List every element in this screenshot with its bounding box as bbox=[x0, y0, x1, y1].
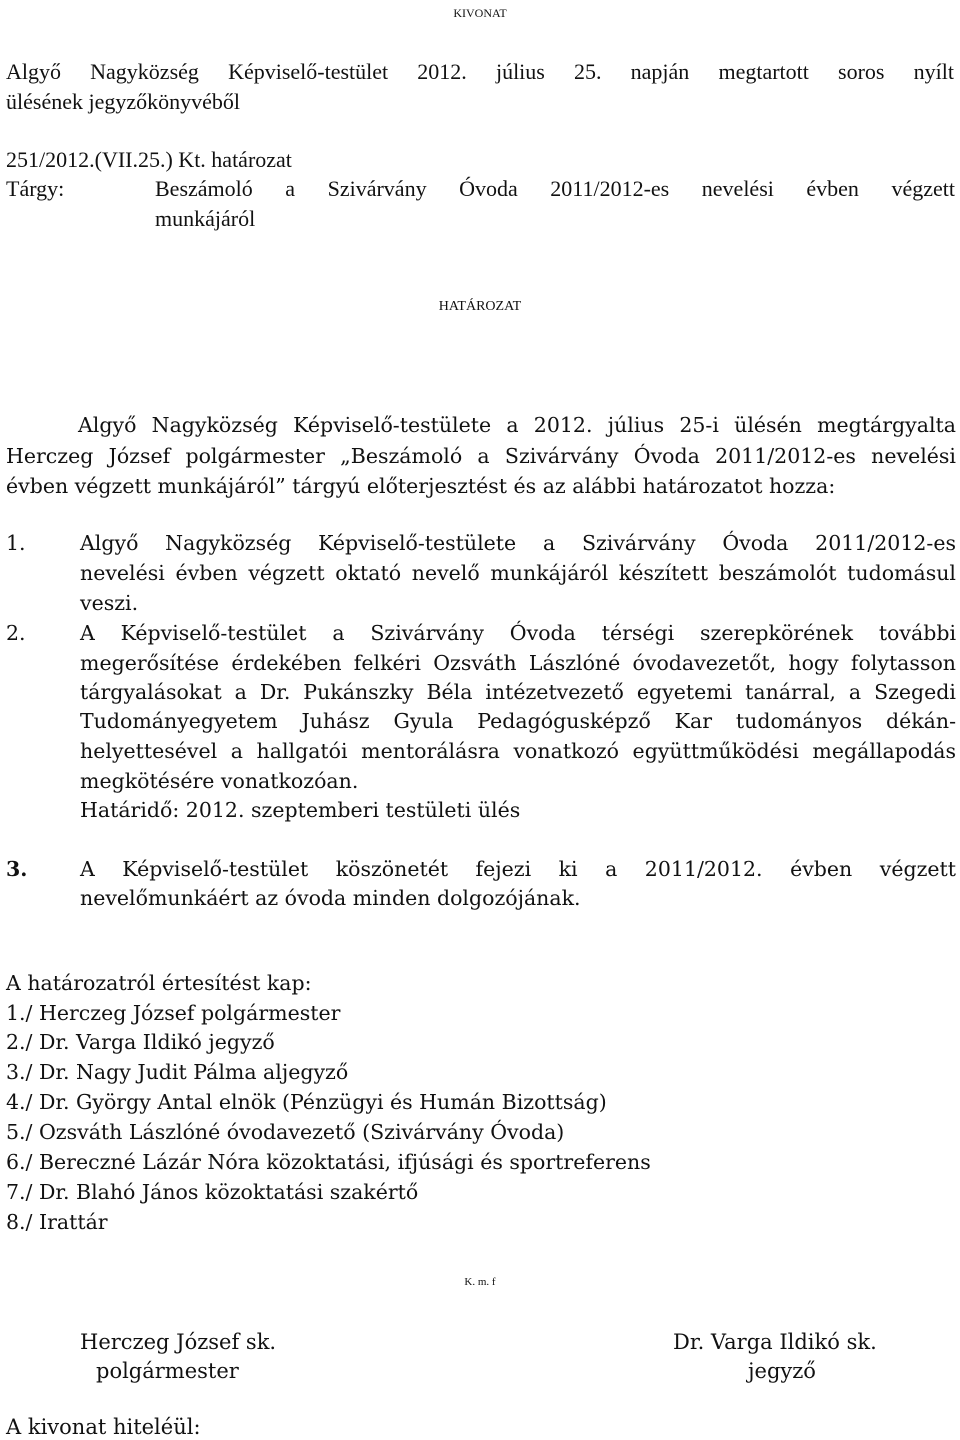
subject-line-1: Beszámoló a Szivárvány Óvoda 2011/2012-es nevelési évben végzett bbox=[155, 176, 955, 201]
intro-line-1: Algyő Nagyközség Képviselő-testület 2012. július 25. napján megtartott soros nyílt bbox=[6, 59, 954, 84]
item-2-line-1: A Képviselő-testület a Szivárvány Óvoda térségi szerepkörének további bbox=[80, 621, 956, 645]
preamble-line-3: évben végzett munkájáról” tárgyú előterjesztést és az alábbi határozatot hozza: bbox=[6, 474, 836, 498]
intro-line-2: ülésének jegyzőkönyvéből bbox=[6, 89, 240, 114]
preamble-line-1: Algyő Nagyközség Képviselő-testülete a 2012. július 25-i ülésén megtárgyalta bbox=[78, 413, 956, 437]
signature-notary-role: jegyző bbox=[748, 1359, 816, 1383]
item-2-line-2: megerősítése érdekében felkéri Ozsváth Lászlóné óvodavezetőt, hogy folytasson bbox=[80, 651, 956, 675]
item-1-line-1: Algyő Nagyközség Képviselő-testülete a Szivárvány Óvoda 2011/2012-es bbox=[80, 531, 956, 555]
resolution-number: 251/2012.(VII.25.) Kt. határozat bbox=[6, 147, 292, 172]
item-2-line-3: tárgyalásokat a Dr. Pukánszky Béla intézetvezető egyetemi tanárral, a Szegedi bbox=[80, 680, 956, 704]
signature-notary-name: Dr. Varga Ildikó sk. bbox=[673, 1330, 877, 1354]
item-3-line-1: A Képviselő-testület köszönetét fejezi ki a 2011/2012. évben végzett bbox=[80, 857, 956, 881]
item-3-number: 3. bbox=[6, 857, 28, 881]
recipient-item: 4./ Dr. György Antal elnök (Pénzügyi és Humán Bizottság) bbox=[6, 1090, 607, 1114]
resolution-title: HATÁROZAT bbox=[438, 299, 522, 314]
item-2-deadline: Határidő: 2012. szeptemberi testületi ülés bbox=[80, 798, 521, 822]
signature-mayor-role: polgármester bbox=[96, 1359, 239, 1383]
signature-mayor-name: Herczeg József sk. bbox=[80, 1330, 277, 1354]
subject-line-2: munkájáról bbox=[155, 206, 256, 231]
recipient-item: 1./ Herczeg József polgármester bbox=[6, 1001, 341, 1025]
certification-line: A kivonat hiteléül: bbox=[6, 1415, 201, 1439]
recipient-item: 6./ Bereczné Lázár Nóra közoktatási, ifjúsági és sportreferens bbox=[6, 1150, 651, 1174]
preamble-line-2: Herczeg József polgármester „Beszámoló a Szivárvány Óvoda 2011/2012-es nevelési bbox=[6, 444, 956, 468]
item-2-line-4: Tudományegyetem Juhász Gyula Pedagógusképző Kar tudományos dékán- bbox=[80, 709, 956, 733]
item-1-line-3: veszi. bbox=[80, 591, 139, 615]
item-2-line-5: helyettesével a hallgatói mentorálásra vonatkozó együttműködési megállapodás bbox=[80, 739, 956, 763]
item-2-line-6: megkötésére vonatkozóan. bbox=[80, 769, 359, 793]
kmf-mark: K. m. f bbox=[464, 1276, 496, 1288]
recipient-item: 8./ Irattár bbox=[6, 1210, 108, 1234]
document-title: KIVONAT bbox=[453, 6, 507, 20]
item-1-line-2: nevelési évben végzett oktató nevelő munkájáról készített beszámolót tudomásul bbox=[80, 561, 956, 585]
item-1-number: 1. bbox=[6, 531, 26, 555]
item-2-number: 2. bbox=[6, 621, 26, 645]
notification-title: A határozatról értesítést kap: bbox=[6, 971, 312, 995]
item-3-line-2: nevelőmunkáért az óvoda minden dolgozójának. bbox=[80, 886, 581, 910]
recipient-item: 5./ Ozsváth Lászlóné óvodavezető (Szivárvány Óvoda) bbox=[6, 1120, 565, 1144]
recipient-item: 7./ Dr. Blahó János közoktatási szakértő bbox=[6, 1180, 419, 1204]
recipient-item: 3./ Dr. Nagy Judit Pálma aljegyző bbox=[6, 1060, 349, 1084]
recipient-item: 2./ Dr. Varga Ildikó jegyző bbox=[6, 1030, 275, 1054]
subject-label: Tárgy: bbox=[6, 176, 65, 201]
